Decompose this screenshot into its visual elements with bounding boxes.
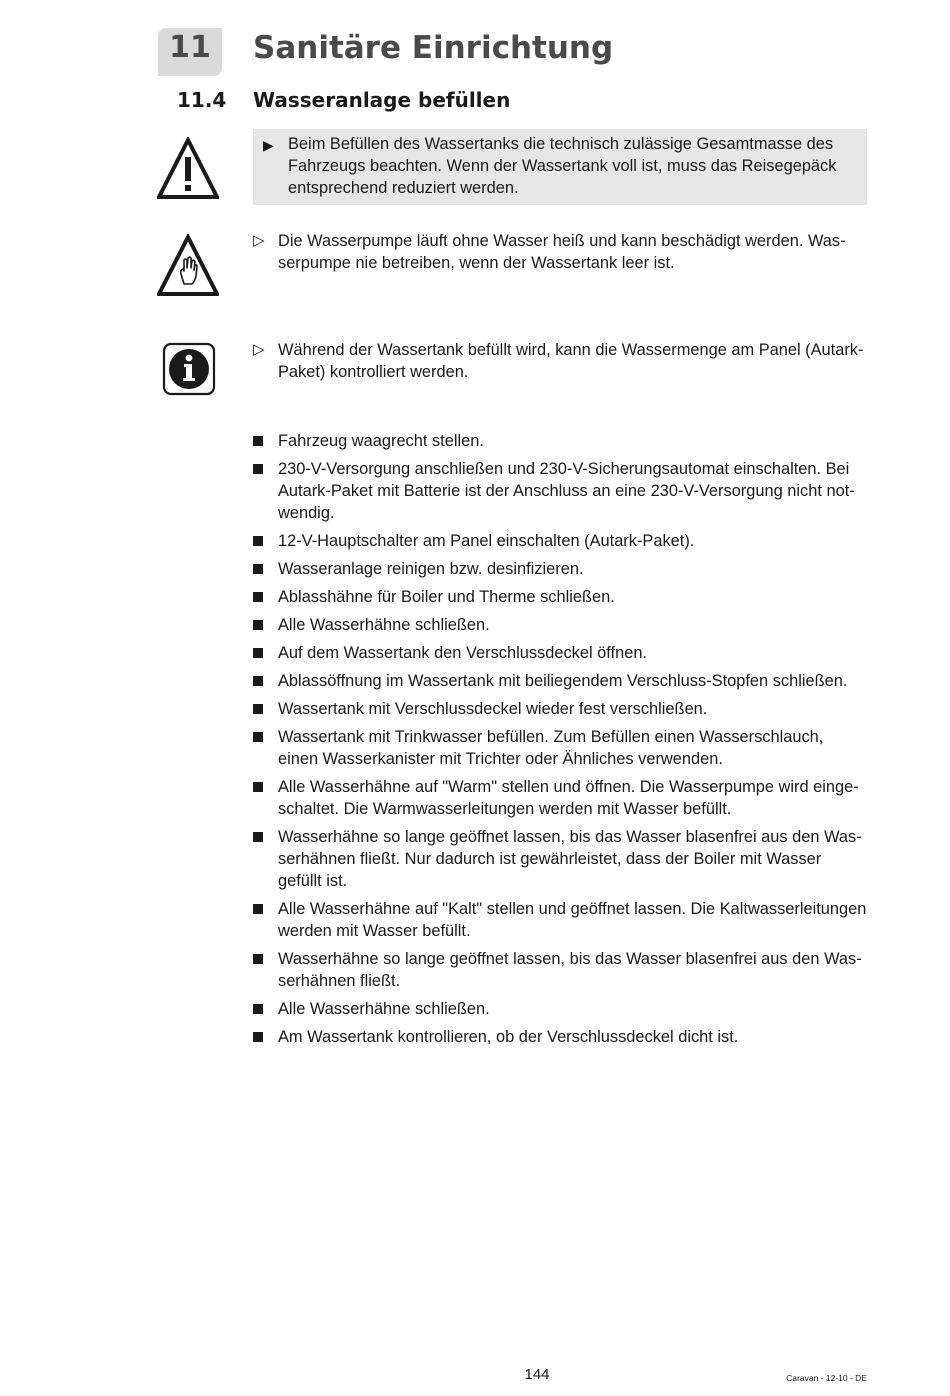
list-item: [253, 898, 867, 942]
bullet-square-icon: [253, 732, 263, 742]
step-text: Fahrzeug waagrecht stellen.: [278, 432, 484, 450]
step-text: 12-V-Hauptschalter am Panel einschalten (Autark-Paket).: [278, 532, 695, 550]
list-item: [253, 670, 867, 692]
warning-marker: ▶: [263, 137, 274, 153]
bullet-square-icon: [253, 592, 263, 602]
bullet-square-icon: [253, 564, 263, 574]
caution-text: Die Wasserpumpe läuft ohne Wasser heiß und kann beschädigt werden. Wasserpumpe nie betreiben, wenn der Wassertank leer ist.: [278, 232, 846, 272]
step-text: Alle Wasserhähne schließen.: [278, 1000, 490, 1018]
bullet-square-icon: [253, 648, 263, 658]
bullet-square-icon: [253, 676, 263, 686]
section-number: 11.4: [177, 88, 227, 112]
step-text: Wassertank mit Verschlussdeckel wieder fest verschließen.: [278, 700, 708, 718]
list-item: [253, 458, 867, 524]
list-item: [253, 698, 867, 720]
step-text: Am Wassertank kontrollieren, ob der Verschlussdeckel dicht ist.: [278, 1028, 739, 1046]
step-text: Wassertank mit Trinkwasser befüllen. Zum Befüllen einen Wasserschlauch, einen Wasserkanister mit Trichter oder Ähnliches verwenden.: [278, 728, 824, 768]
caution-marker: ▷: [253, 232, 265, 249]
warning-triangle-icon: [157, 137, 219, 199]
bullet-square-icon: [253, 620, 263, 630]
list-item: [253, 1026, 867, 1048]
chapter-title: Sanitäre Einrichtung: [253, 30, 614, 66]
info-text: Während der Wassertank befüllt wird, kann die Wassermenge am Panel (Autark-Paket) kontrolliert werden.: [278, 341, 864, 381]
step-text: Wasseranlage reinigen bzw. desinfizieren.: [278, 560, 584, 578]
step-text: Ablassöffnung im Wassertank mit beiliegendem Verschluss-Stopfen schließen.: [278, 672, 848, 690]
bullet-square-icon: [253, 1004, 263, 1014]
section-title: Wasseranlage befüllen: [253, 88, 511, 112]
bullet-square-icon: [253, 704, 263, 714]
step-text: Ablasshähne für Boiler und Therme schließen.: [278, 588, 615, 606]
bullet-square-icon: [253, 832, 263, 842]
step-text: Alle Wasserhähne auf "Warm" stellen und öffnen. Die Wasserpumpe wird eingeschaltet. Die Warmwasserleitungen werden mit Wasser befüllt.: [278, 778, 859, 818]
page-number: 144: [524, 1366, 550, 1383]
chapter-number: 11: [169, 30, 211, 65]
list-item: [253, 642, 867, 664]
step-text: Alle Wasserhähne auf "Kalt" stellen und geöffnet lassen. Die Kaltwasserleitungen werden mit Wasser befüllt.: [278, 900, 867, 940]
bullet-square-icon: [253, 782, 263, 792]
warning-box: [253, 129, 867, 205]
step-text: 230-V-Versorgung anschließen und 230-V-Sicherungsautomat einschalten. Bei Autark-Paket mit Batterie ist der Anschluss an eine 230-V-Versorgung nicht notwendig.: [278, 460, 855, 522]
list-item: [253, 826, 867, 892]
step-text: Wasserhähne so lange geöffnet lassen, bis das Wasser blasenfrei aus den Wasserhähnen fließt.: [278, 950, 862, 990]
info-icon: [162, 342, 216, 396]
list-item: [253, 530, 867, 552]
bullet-square-icon: [253, 436, 263, 446]
caution-hand-icon: [157, 234, 219, 296]
bullet-square-icon: [253, 904, 263, 914]
list-item: [253, 614, 867, 636]
list-item: [253, 776, 867, 820]
document-reference: Caravan - 12-10 - DE: [786, 1373, 867, 1383]
bullet-square-icon: [253, 536, 263, 546]
list-item: [253, 726, 867, 770]
list-item: [253, 998, 867, 1020]
bullet-square-icon: [253, 1032, 263, 1042]
bullet-square-icon: [253, 954, 263, 964]
step-text: Alle Wasserhähne schließen.: [278, 616, 490, 634]
list-item: [253, 948, 867, 992]
steps-list: [253, 430, 867, 1054]
step-text: Auf dem Wassertank den Verschlussdeckel öffnen.: [278, 644, 647, 662]
bullet-square-icon: [253, 464, 263, 474]
step-text: Wasserhähne so lange geöffnet lassen, bis das Wasser blasenfrei aus den Wasserhähnen fließt. Nur dadurch ist gewährleistet, dass der Boiler mit Wasser gefüllt ist.: [278, 828, 862, 890]
list-item: [253, 430, 867, 452]
warning-text: Beim Befüllen des Wassertanks die technisch zulässige Gesamtmasse des Fahrzeugs beachten. Wenn der Wassertank voll ist, muss das Reisegepäck entsprechend reduziert werden.: [288, 135, 837, 197]
list-item: [253, 586, 867, 608]
info-marker: ▷: [253, 341, 265, 358]
list-item: [253, 558, 867, 580]
